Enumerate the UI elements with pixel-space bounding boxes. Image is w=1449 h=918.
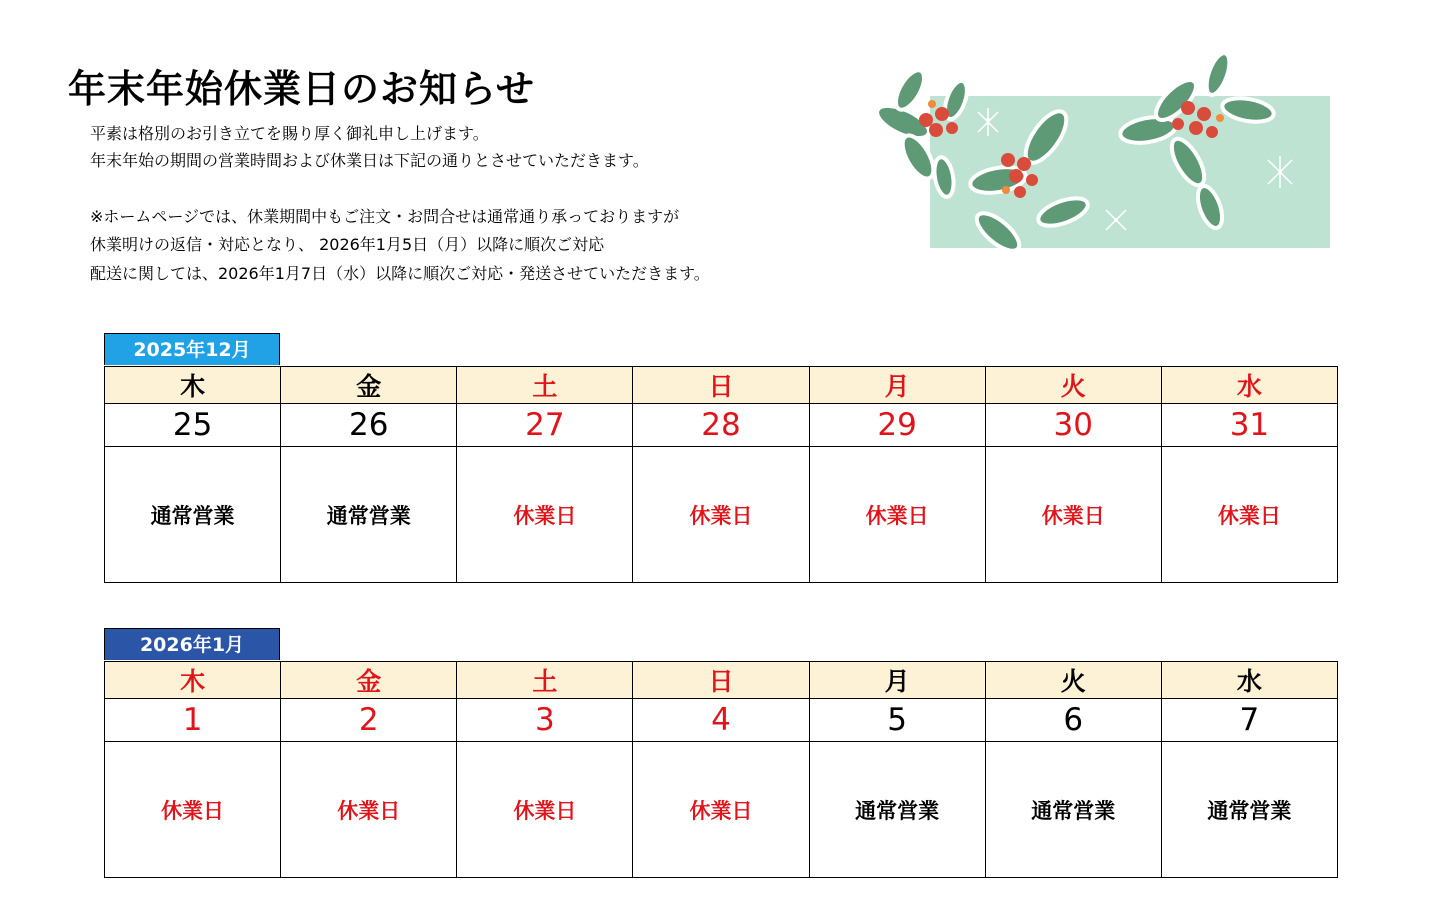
weekday-cell: 月 <box>809 662 985 699</box>
date-cell: 5 <box>809 699 985 742</box>
date-cell: 1 <box>105 699 281 742</box>
weekday-cell: 火 <box>985 367 1161 404</box>
weekday-cell: 木 <box>105 662 281 699</box>
weekday-cell: 金 <box>281 662 457 699</box>
date-cell: 6 <box>985 699 1161 742</box>
page-title: 年末年始休業日のお知らせ <box>68 67 535 111</box>
status-cell: 休業日 <box>457 447 633 583</box>
weekday-row <box>105 367 1338 404</box>
status-cell: 休業日 <box>985 447 1161 583</box>
notice-line: 配送に関しては、2026年1月7日（水）以降に順次ご対応・発送させていただきます。 <box>90 264 710 283</box>
date-cell: 3 <box>457 699 633 742</box>
weekday-cell: 日 <box>633 367 809 404</box>
notice-line: 休業明けの返信・対応となり、 2026年1月5日（月）以降に順次ご対応 <box>90 235 605 254</box>
weekday-cell: 土 <box>457 367 633 404</box>
intro-line: 年末年始の期間の営業時間および休業日は下記の通りとさせていただきます。 <box>90 151 649 170</box>
weekday-cell: 月 <box>809 367 985 404</box>
date-cell: 29 <box>809 404 985 447</box>
weekday-cell: 土 <box>457 662 633 699</box>
date-cell: 25 <box>105 404 281 447</box>
weekday-cell: 金 <box>281 367 457 404</box>
weekday-cell: 木 <box>105 367 281 404</box>
date-cell: 30 <box>985 404 1161 447</box>
date-cell: 28 <box>633 404 809 447</box>
weekday-row <box>105 662 1338 699</box>
month-label-december: 2025年12月 <box>104 333 280 365</box>
status-cell: 休業日 <box>281 742 457 878</box>
weekday-cell: 水 <box>1161 662 1337 699</box>
date-cell: 27 <box>457 404 633 447</box>
status-row <box>105 447 1338 583</box>
date-cell: 26 <box>281 404 457 447</box>
intro-line: 平素は格別のお引き立てを賜り厚く御礼申し上げます。 <box>90 124 489 143</box>
date-cell: 31 <box>1161 404 1337 447</box>
weekday-cell: 日 <box>633 662 809 699</box>
status-cell: 休業日 <box>809 447 985 583</box>
status-cell: 通常営業 <box>1161 742 1337 878</box>
date-row <box>105 699 1338 742</box>
status-cell: 休業日 <box>1161 447 1337 583</box>
status-cell: 休業日 <box>105 742 281 878</box>
date-row <box>105 404 1338 447</box>
status-cell: 通常営業 <box>281 447 457 583</box>
calendar-january <box>104 661 1338 878</box>
status-cell: 休業日 <box>633 447 809 583</box>
weekday-cell: 水 <box>1161 367 1337 404</box>
weekday-cell: 火 <box>985 662 1161 699</box>
date-cell: 7 <box>1161 699 1337 742</box>
status-cell: 通常営業 <box>809 742 985 878</box>
status-cell: 通常営業 <box>105 447 281 583</box>
holly-illustration <box>848 52 1330 264</box>
date-cell: 2 <box>281 699 457 742</box>
status-row <box>105 742 1338 878</box>
calendar-december <box>104 366 1338 583</box>
notice-line: ※ホームページでは、休業期間中もご注文・お問合せは通常通り承っておりますが <box>90 207 680 226</box>
month-label-january: 2026年1月 <box>104 628 280 660</box>
status-cell: 休業日 <box>457 742 633 878</box>
status-cell: 休業日 <box>633 742 809 878</box>
status-cell: 通常営業 <box>985 742 1161 878</box>
date-cell: 4 <box>633 699 809 742</box>
